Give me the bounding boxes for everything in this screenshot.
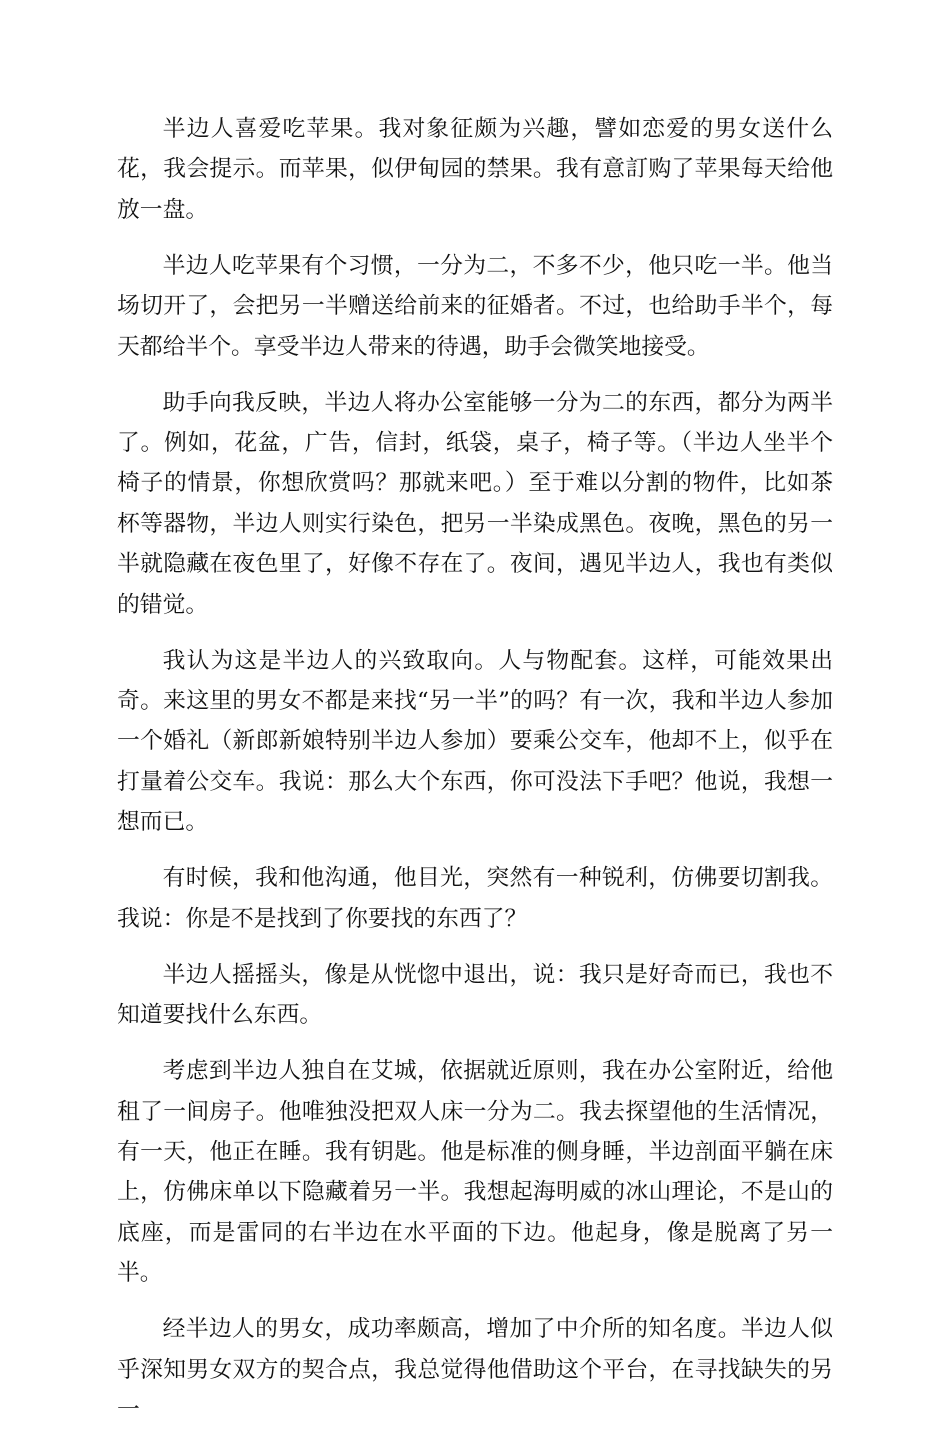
paragraph-7: 考虑到半边人独自在艾城，依据就近原则，我在办公室附近，给他租了一间房子。他唯独没把双人床一分为二。我去探望他的生活情况，有一天，他正在睡。我有钥匙。他是标准的侧身睡，半边剖面平躺在床上，仿佛床单以下隐藏着另一半。我想起海明威的冰山理论，不是山的底座，而是雷同的右半边在水平面的下边。他起身，像是脱离了另一半。 [117, 1058, 833, 1287]
paragraph-1: 半边人喜爱吃苹果。我对象征颇为兴趣，譬如恋爱的男女送什么花，我会提示。而苹果，似伊甸园的禁果。我有意訂购了苹果每天给他放一盘。 [117, 116, 833, 223]
paragraph-8: 经半边人的男女，成功率颇高，增加了中介所的知名度。半边人似乎深知男女双方的契合点，我总觉得他借助这个平台，在寻找缺失的另一 [117, 1316, 833, 1423]
paragraph-6: 半边人摇摇头，像是从恍惚中退出，说：我只是好奇而已，我也不知道要找什么东西。 [117, 961, 833, 1029]
paragraph-4: 我认为这是半边人的兴致取向。人与物配套。这样，可能效果出奇。来这里的男女不都是来找“另一半”的吗？有一次，我和半边人参加一个婚礼（新郎新娘特别半边人参加）要乘公交车，他却不上，似乎在打量着公交车。我说：那么大个东西，你可没法下手吧？他说，我想一想而已。 [117, 647, 833, 836]
paragraph-5: 有时候，我和他沟通，他目光，突然有一种锐利，仿佛要切割我。我说：你是不是找到了你要找的东西了？ [117, 865, 833, 932]
paragraph-2: 半边人吃苹果有个习惯，一分为二，不多不少，他只吃一半。他当场切开了，会把另一半赠送给前来的征婚者。不过，也给助手半个，每天都给半个。享受半边人带来的待遇，助手会微笑地接受。 [117, 252, 833, 360]
document-body [117, 109, 833, 1446]
paragraph-3: 助手向我反映，半边人将办公室能够一分为二的东西，都分为两半了。例如，花盆，广告，信封，纸袋，桌子，椅子等。（半边人坐半个椅子的情景，你想欣赏吗？那就来吧。）至于难以分割的物件，比如茶杯等器物，半边人则实行染色，把另一半染成黑色。夜晚，黑色的另一半就隐藏在夜色里了，好像不存在了。夜间，遇见半边人，我也有类似的错觉。 [117, 389, 833, 618]
